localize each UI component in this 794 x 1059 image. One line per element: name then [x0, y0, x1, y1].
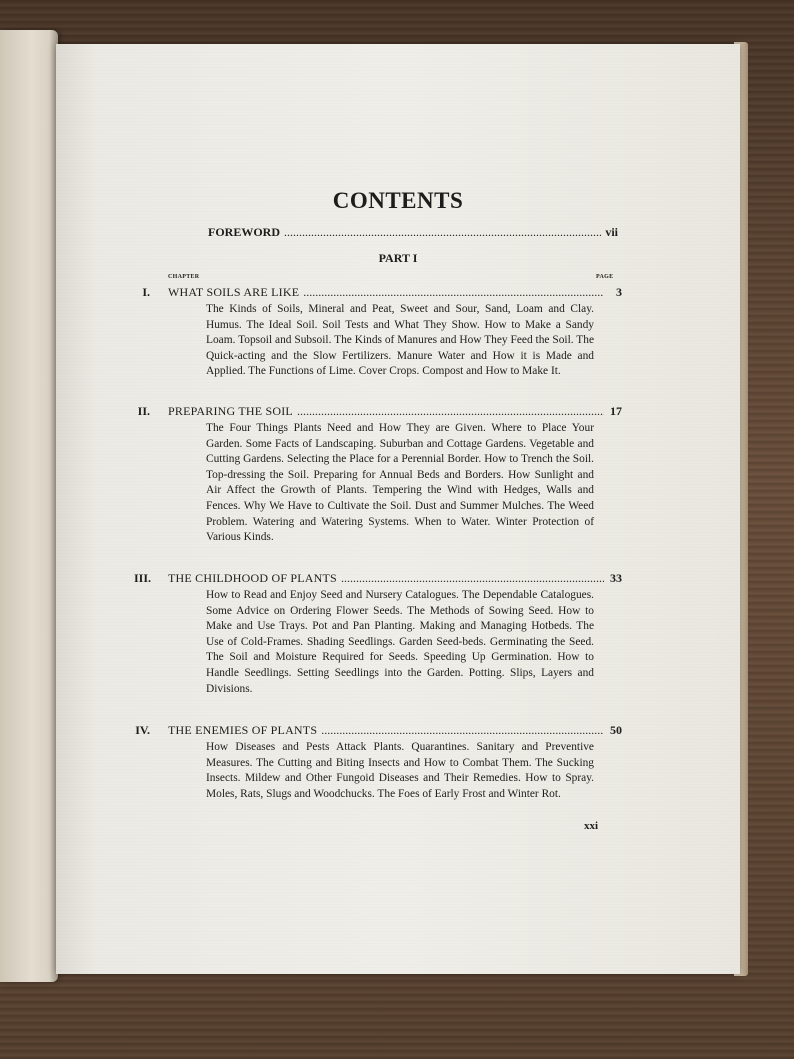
chapter-number: II.: [137, 404, 150, 418]
chapter-title: PREPARING THE SOIL: [168, 404, 293, 418]
leader-dots: [303, 285, 604, 300]
contents-title: CONTENTS: [332, 188, 464, 213]
leader-dots: [297, 404, 604, 419]
chapter-heading-line: [134, 571, 622, 586]
foreword-entry: [208, 225, 618, 240]
book-page: [56, 44, 740, 974]
chapter-description: The Four Things Plants Need and How They are Given. Where to Place Your Garden. Some Facts of Landscaping. Suburban and Cottage Gardens. Vegetable and Cutting Gardens. Selecting the Place for a Perennial Border. How to Trench the Soil. Top-dressing the Soil. Preparing for Annual Beds and Borders. How Sunlight and Air Affect the Growth of Plants. Tempering the Wind with Hedges, Walls and Fences. Why We Have to Cultivate the Soil. Dust and Summer Mulches. The Weed Problem. Watering and Watering Systems. When to Water. Winter Protection of Various Kinds.: [206, 422, 594, 544]
page-folio: xxi: [584, 820, 599, 832]
chapter-number: I.: [142, 285, 150, 299]
chapter-page: 17: [610, 404, 622, 418]
chapter-entry: [142, 285, 622, 380]
chapter-description: How to Read and Enjoy Seed and Nursery Catalogues. The Dependable Catalogues. Some Advice on Ordering Flower Seeds. The Methods of Sowing Seed. How to Make and Use Trays. Pot and Pan Planting. Making and Managing Hotbeds. The Use of Cold-Frames. Shading Seedlings. Garden Seed-beds. Germinating the Seed. The Soil and Moisture Required for Seeds. Speeding Up Germination. How to Handle Seedlings. Setting Seedlings into the Garden. Potting. Slips, Layers and Divisions.: [206, 589, 594, 695]
chapter-number: III.: [134, 571, 152, 585]
chapter-title: WHAT SOILS ARE LIKE: [168, 285, 300, 299]
part-heading: PART I: [378, 251, 418, 265]
chapter-page: 3: [616, 285, 622, 299]
page-column-header: PAGE: [596, 274, 614, 280]
chapter-heading-line: [135, 723, 622, 738]
chapter-page: 50: [610, 723, 622, 737]
foreword-page: vii: [605, 225, 618, 239]
leader-dots: [284, 225, 601, 240]
facing-page: [0, 30, 58, 982]
chapter-entry: [137, 404, 622, 546]
chapter-column-header: CHAPTER: [168, 274, 200, 280]
chapter-title: THE ENEMIES OF PLANTS: [168, 723, 318, 737]
foreword-label: FOREWORD: [208, 225, 280, 239]
chapter-heading-line: [142, 285, 622, 300]
leader-dots: [321, 723, 604, 738]
chapter-page: 33: [610, 571, 622, 585]
chapter-title: THE CHILDHOOD OF PLANTS: [168, 571, 337, 585]
chapter-entry: [134, 571, 622, 697]
chapter-heading-line: [137, 404, 622, 419]
chapter-description: The Kinds of Soils, Mineral and Peat, Sweet and Sour, Sand, Loam and Clay. Humus. The Ideal Soil. Soil Tests and What They Show. How to Make a Sandy Loam. Topsoil and Subsoil. The Kinds of Manures and How They Feed the Soil. The Quick-acting and the Slow Fertilizers. Manure Water and How it is Made and Applied. The Functions of Lime. Cover Crops. Compost and How to Make It.: [206, 303, 594, 378]
leader-dots: [341, 571, 604, 586]
chapter-number: IV.: [135, 723, 150, 737]
chapter-entry: [135, 723, 622, 802]
chapter-description: How Diseases and Pests Attack Plants. Quarantines. Sanitary and Preventive Measures. The Cutting and Biting Insects and How to Combat Them. The Sucking Insects. Mildew and Other Fungoid Diseases and Their Remedies. How to Spray. Moles, Rats, Slugs and Woodchucks. The Foes of Early Frost and Winter Rot.: [206, 741, 594, 800]
